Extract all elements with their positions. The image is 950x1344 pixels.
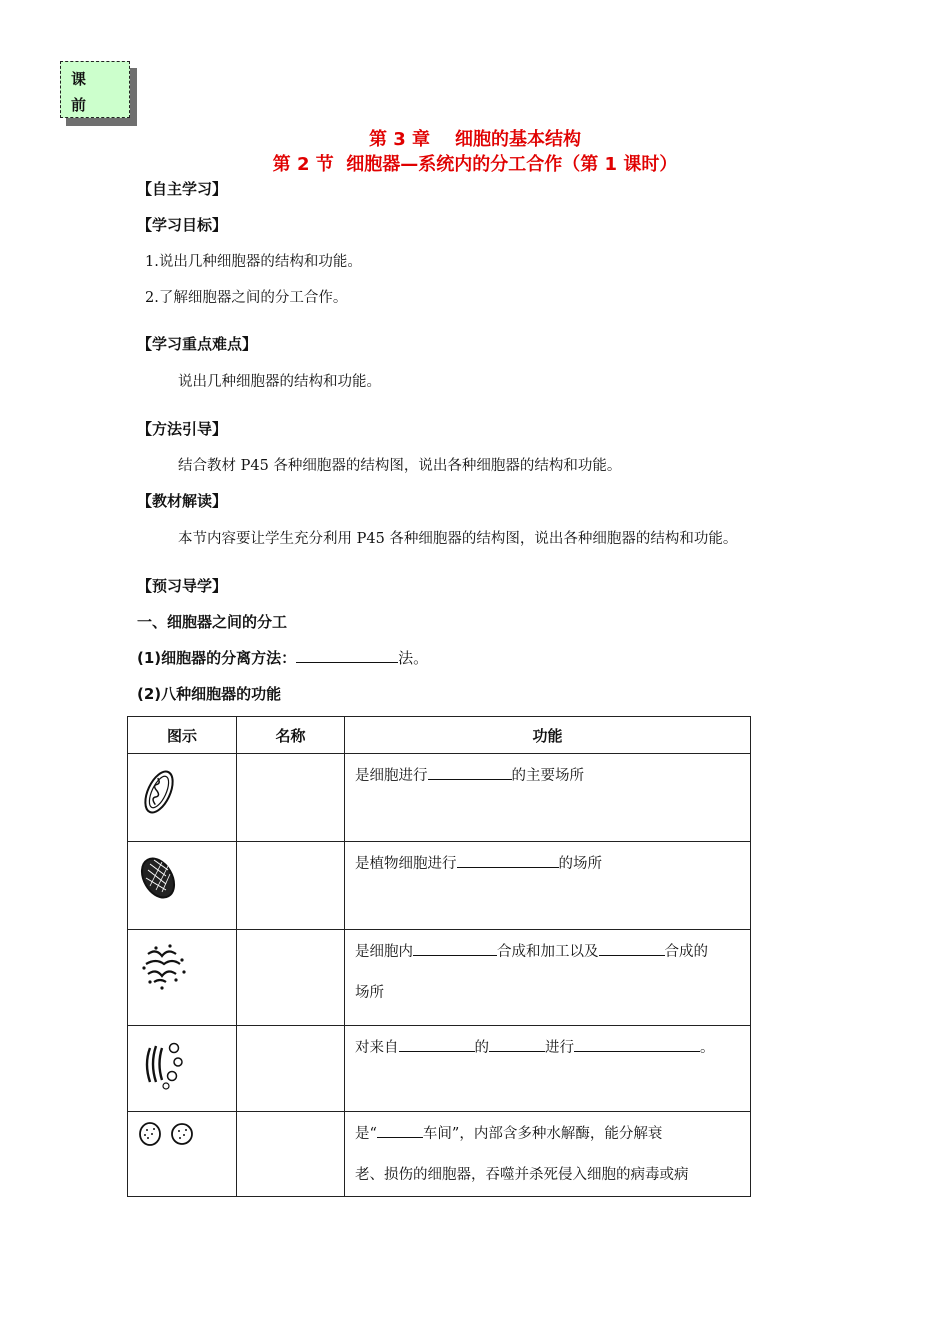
endoplasmic-reticulum-icon [136, 938, 192, 994]
objective-2: 2.了解细胞器之间的分工合作。 [145, 290, 348, 306]
section-title: 第 2 节 细胞器—系统内的分工合作（第 1 课时） [272, 154, 678, 175]
function-cell [345, 1112, 751, 1197]
table-row [128, 842, 751, 930]
table-row [128, 1026, 751, 1112]
function-text: 对来自 的 进行 。 [355, 1028, 742, 1069]
diagram-cell [128, 1026, 237, 1112]
name-cell[interactable] [237, 930, 345, 1026]
function-text-line2: 老、损伤的细胞器，吞噬并杀死侵入细胞的病毒或病 [355, 1167, 689, 1183]
name-cell[interactable] [237, 1112, 345, 1197]
question-1 [137, 647, 428, 668]
table-row [128, 754, 751, 842]
answer-blank[interactable] [457, 853, 559, 868]
chloroplast-icon [136, 850, 182, 906]
heading-preview: 【预习导学】 [137, 577, 228, 595]
function-text: 是“ 车间”，内部含多种水解酶，能分解衰 [355, 1114, 742, 1155]
heading-textbook: 【教材解读】 [137, 492, 228, 510]
table-header-row [128, 717, 751, 754]
chapter-title: 第 3 章 细胞的基本结构 [368, 129, 582, 150]
question-1-suffix: 法。 [398, 649, 429, 667]
table-row [128, 1112, 751, 1197]
name-cell[interactable] [237, 754, 345, 842]
answer-blank[interactable] [428, 765, 512, 780]
diagram-cell [128, 754, 237, 842]
diagram-cell [128, 1112, 237, 1197]
textbook-text: 本节内容要让学生充分利用 P45 各种细胞器的结构图，说出各种细胞器的结构和功能。 [178, 531, 738, 547]
answer-blank[interactable] [574, 1037, 700, 1052]
method-text: 结合教材 P45 各种细胞器的结构图，说出各种细胞器的结构和功能。 [178, 458, 622, 474]
key-points-text: 说出几种细胞器的结构和功能。 [178, 374, 381, 390]
badge-text-1: 课 [71, 70, 87, 88]
badge-text-2: 前 [71, 96, 87, 114]
heading-self-study: 【自主学习】 [137, 180, 228, 198]
heading-objectives: 【学习目标】 [137, 216, 228, 234]
diagram-cell [128, 842, 237, 930]
function-text: 是细胞进行 的主要场所 [355, 756, 742, 797]
pre-class-badge [60, 61, 130, 118]
organelle-function-table [127, 716, 751, 1197]
answer-blank[interactable] [377, 1123, 423, 1138]
function-cell [345, 1026, 751, 1112]
heading-key-points: 【学习重点难点】 [137, 335, 258, 353]
header-name: 名称 [237, 717, 345, 754]
name-cell[interactable] [237, 842, 345, 930]
mitochondrion-icon [136, 762, 182, 822]
preview-section-1: 一、细胞器之间的分工 [137, 613, 288, 631]
function-cell [345, 930, 751, 1026]
function-text: 是细胞内 合成和加工以及 合成的 [355, 932, 742, 973]
name-cell[interactable] [237, 1026, 345, 1112]
function-cell [345, 754, 751, 842]
question-1-prefix: (1)细胞器的分离方法： [137, 649, 297, 667]
function-cell [345, 842, 751, 930]
answer-blank[interactable] [296, 648, 398, 663]
heading-method: 【方法引导】 [137, 420, 228, 438]
header-function: 功能 [345, 717, 751, 754]
table-row [128, 930, 751, 1026]
answer-blank[interactable] [599, 941, 665, 956]
diagram-cell [128, 930, 237, 1026]
answer-blank[interactable] [413, 941, 497, 956]
objective-1: 1.说出几种细胞器的结构和功能。 [145, 254, 362, 270]
golgi-apparatus-icon [136, 1034, 192, 1094]
function-text: 是植物细胞进行 的场所 [355, 844, 742, 885]
function-text-line2: 场所 [355, 985, 384, 1001]
header-diagram: 图示 [128, 717, 237, 754]
answer-blank[interactable] [489, 1037, 545, 1052]
lysosome-icon [136, 1120, 200, 1150]
question-2: (2)八种细胞器的功能 [137, 685, 282, 703]
answer-blank[interactable] [399, 1037, 475, 1052]
